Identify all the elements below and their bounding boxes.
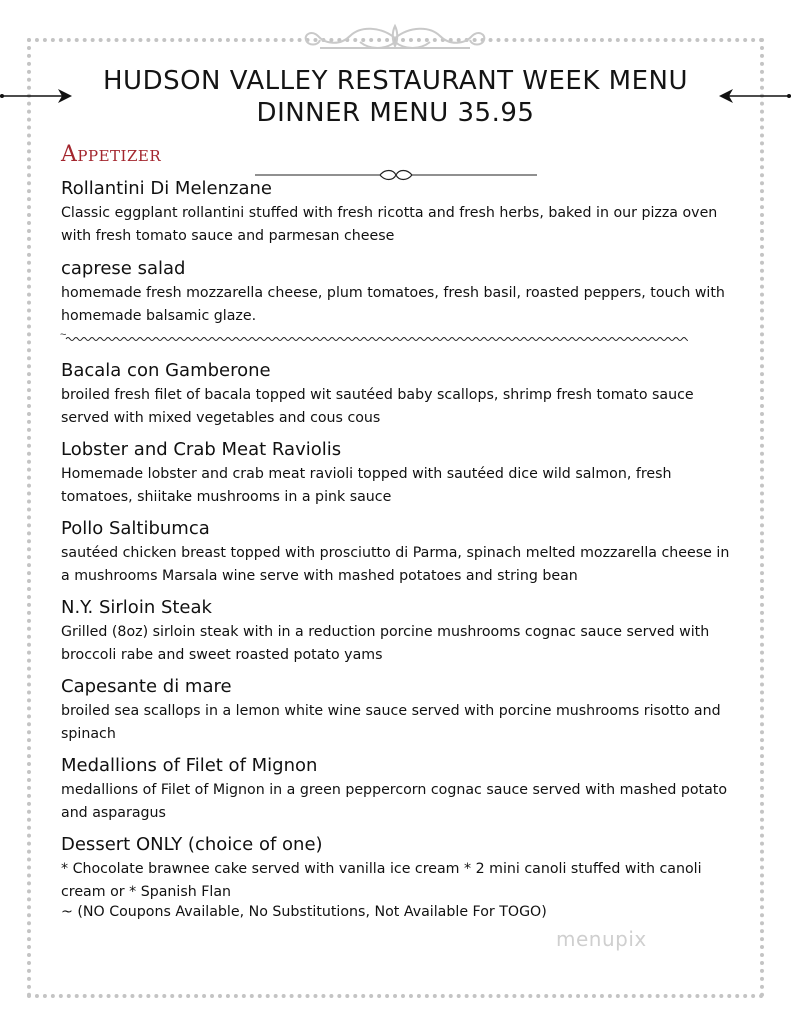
wave-divider <box>60 333 688 345</box>
restrictions-note: ~ (NO Coupons Available, No Substitutions, Not Available For TOGO) <box>61 904 547 920</box>
item-description: * Chocolate brawnee cake served with vanilla ice cream * 2 mini canoli stuffed with canoli cream or * Spanish Flan <box>61 861 702 900</box>
item-name: caprese salad <box>61 258 186 279</box>
item-description: broiled sea scallops in a lemon white wine sauce served with porcine mushrooms risotto and spinach <box>61 703 721 742</box>
watermark-logo: menupix <box>556 927 647 951</box>
item-description: Grilled (8oz) sirloin steak with in a reduction porcine mushrooms cognac sauce served with broccoli rabe and sweet roasted potato yams <box>61 624 710 663</box>
item-name: Dessert ONLY (choice of one) <box>61 834 323 855</box>
item-description: medallions of Filet of Mignon in a green peppercorn cognac sauce served with mashed potato and asparagus <box>61 782 728 821</box>
menu-item <box>61 257 741 328</box>
ornament-flourish-icon <box>300 20 490 60</box>
menu-item <box>61 177 741 248</box>
item-description: homemade fresh mozzarella cheese, plum tomatoes, fresh basil, roasted peppers, touch with homemade balsamic glaze. <box>61 285 725 324</box>
item-name: Pollo Saltibumca <box>61 518 210 539</box>
item-name: Bacala con Gamberone <box>61 360 271 381</box>
menu-item <box>61 517 741 588</box>
item-name: Rollantini Di Melenzane <box>61 178 272 199</box>
menu-subtitle-price: DINNER MENU 35.95 <box>256 98 535 128</box>
divider-tilde: ~ <box>60 329 67 341</box>
item-description: broiled fresh filet of bacala topped wit sautéed baby scallops, shrimp fresh tomato sauce served with mixed vegetables and cous cous <box>61 387 694 426</box>
dessert-item <box>61 833 741 904</box>
item-description: sautéed chicken breast topped with prosciutto di Parma, spinach melted mozzarella cheese in a mushrooms Marsala wine serve with mashed potatoes and string bean <box>61 545 730 584</box>
menu-item <box>61 359 741 430</box>
menu-item <box>61 675 741 746</box>
menu-item <box>61 596 741 667</box>
menu-item <box>61 438 741 509</box>
item-description: Classic eggplant rollantini stuffed with fresh ricotta and fresh herbs, baked in our pizza oven with fresh tomato sauce and parmesan cheese <box>61 205 718 244</box>
item-name: Medallions of Filet of Mignon <box>61 755 318 776</box>
item-name: Capesante di mare <box>61 676 232 697</box>
item-name: Lobster and Crab Meat Raviolis <box>61 439 342 460</box>
menu-item <box>61 754 741 825</box>
section-heading-appetizer: Appetizer <box>61 142 162 167</box>
item-description: Homemade lobster and crab meat ravioli topped with sautéed dice wild salmon, fresh tomatoes, shiitake mushrooms in a pink sauce <box>61 466 672 505</box>
item-name: N.Y. Sirloin Steak <box>61 597 212 618</box>
menu-title: HUDSON VALLEY RESTAURANT WEEK MENU <box>102 66 689 96</box>
